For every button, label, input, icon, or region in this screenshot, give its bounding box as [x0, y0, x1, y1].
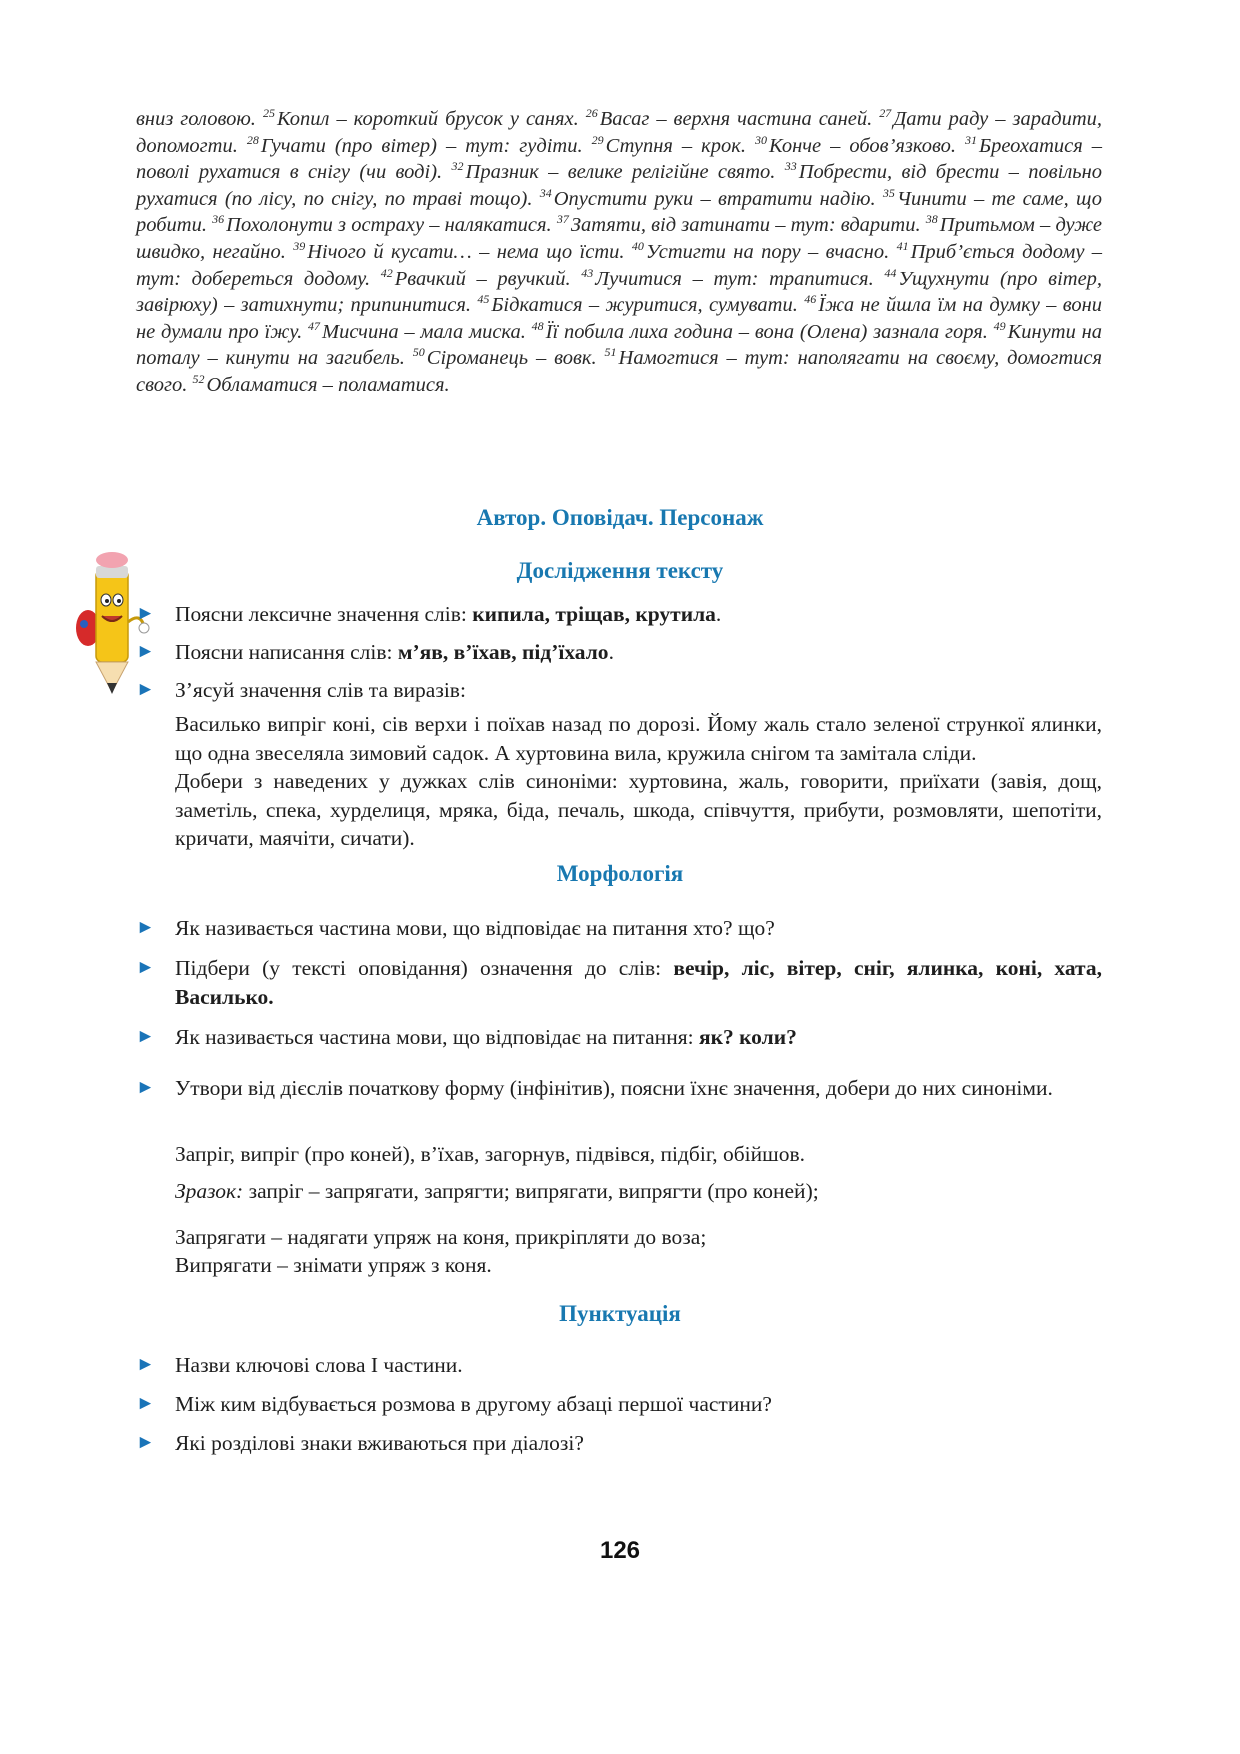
footnote-number: 44	[884, 265, 897, 280]
example-line: Зразок: запріг – запрягати, запрягти; випрягати, випрягти (про коней);	[175, 1179, 819, 1203]
footnote-text: Затяти, від затинати – тут: вдарити.	[570, 214, 921, 237]
footnote-number: 37	[556, 212, 569, 227]
research-task-2: ► Поясни написання слів: м’яв, в’їхав, під’їхало.	[136, 638, 1102, 667]
footnote-text: вниз головою.	[136, 108, 256, 130]
bullet-arrow-icon: ►	[136, 1393, 155, 1414]
footnote-text: Копил – короткий брусок у санях.	[276, 108, 579, 130]
research-heading: Дослідження тексту	[516, 558, 724, 583]
footnote-number: 39	[293, 238, 306, 253]
page-number: 126	[599, 1537, 641, 1564]
footnote-number: 47	[308, 318, 321, 333]
bullet-arrow-icon: ►	[136, 1354, 155, 1375]
footnote-text: Бреохатися – поволі рухатися в снігу (чи воді).	[136, 134, 1103, 184]
footnote-number: 34	[539, 185, 552, 200]
definition-2: Випрягати – знімати упряж з коня.	[175, 1253, 492, 1277]
footnote-text: Нічого й кусати… – нема що їсти.	[307, 240, 625, 263]
footnote-text: Притьмом – дуже швидко, негайно.	[136, 214, 1103, 263]
footnote-text: Лучитися – тут: трапитися.	[595, 267, 874, 290]
footnote-number: 41	[896, 238, 909, 253]
morphology-task-3: ► Як називається частина мови, що відповідає на питання: як? коли?	[136, 1023, 1102, 1052]
footnote-number: 26	[585, 106, 598, 120]
footnote-text: Сіроманець – вовк.	[426, 347, 597, 370]
bullet-arrow-icon: ►	[136, 1432, 155, 1453]
footnote-number: 40	[631, 238, 644, 253]
footnote-text: Приб’ється додому – тут: добереться додому.	[136, 240, 1103, 290]
bullet-arrow-icon: ►	[136, 603, 155, 624]
bullet-arrow-icon: ►	[136, 641, 155, 662]
footnote-number: 29	[591, 132, 604, 147]
footnote-number: 42	[380, 265, 393, 280]
footnote-text: Їжа не йшла їм на думку – вони не думали про їжу.	[136, 294, 1103, 343]
footnote-number: 46	[804, 292, 817, 307]
bullet-arrow-icon: ►	[136, 1077, 155, 1098]
definition-1: Запрягати – надягати упряж на коня, прикріпляти до воза;	[175, 1225, 707, 1249]
footnote-number: 43	[581, 265, 594, 280]
footnote-number: 25	[262, 106, 275, 120]
research-paragraph-1: Василько випріг коні, сів верхи і поїхав назад по дорозі. Йому жаль стало зеленої стрункої ялинки, що одна звеселяла зимовий садок. А хуртовина вила, кружила снігом та замітала сліди.	[175, 712, 1102, 765]
verb-list: Запріг, випріг (про коней), в’їхав, загорнув, підвівся, підбіг, обійшов.	[175, 1142, 805, 1166]
morphology-heading: Морфологія	[556, 861, 684, 886]
footnote-text: Її побила лиха година – вона (Олена) зазнала горя.	[545, 320, 988, 343]
footnote-number: 33	[784, 159, 797, 174]
bullet-arrow-icon: ►	[136, 1026, 155, 1047]
footnote-text: Похолонути з остраху – налякатися.	[226, 214, 552, 237]
footnote-number: 28	[246, 132, 259, 147]
footnote-text: Устигти на пору – вчасно.	[645, 240, 890, 263]
footnote-number: 50	[412, 345, 425, 360]
footnote-number: 32	[451, 159, 464, 174]
footnote-text: Побрести, від брести – повільно рухатися (по лісу, по снігу, по траві тощо).	[136, 161, 1103, 210]
footnote-text: Конче – обов’язково.	[769, 134, 956, 157]
footnote-number: 45	[477, 292, 490, 307]
punctuation-heading: Пунктуація	[559, 1301, 681, 1326]
research-paragraph-2: Добери з наведених у дужках слів синоніми: хуртовина, жаль, говорити, приїхати (завія, дощ, заметіль, спека, хурделиця, мряка, біда, печаль, шкода, співчуття, прибути, розмовляти, шепотіти, кричати, маячіти, сичати).	[175, 769, 1102, 850]
footnote-text: Ступня – крок.	[605, 134, 746, 157]
punctuation-task-3: ► Які розділові знаки вживаються при діалозі?	[136, 1429, 1102, 1458]
footnote-number: 52	[192, 371, 205, 386]
bullet-arrow-icon: ►	[136, 917, 155, 938]
footnote-number: 31	[965, 132, 977, 147]
morphology-task-2: ► Підбери (у тексті оповідання) означення до слів: вечір, ліс, вітер, сніг, ялинка, коні, хата, Василько.	[136, 956, 1103, 1009]
footnote-text: Опустити руки – втратити надію.	[553, 187, 876, 210]
footnote-text: Чинити – те саме, що робити.	[136, 187, 1102, 237]
bullet-arrow-icon: ►	[136, 957, 155, 978]
footnote-text: Гучати (про вітер) – тут: гудіти.	[260, 134, 583, 157]
morphology-task-1: ► Як називається частина мови, що відповідає на питання хто? що?	[136, 914, 1102, 943]
footnote-text: Празник – велике релігійне свято.	[465, 161, 776, 184]
footnote-text: Рвачкий – рвучкий.	[394, 267, 571, 290]
footnote-number: 49	[993, 318, 1006, 333]
footnote-text: Намогтися – тут: наполягати на своєму, домогтися свого.	[136, 347, 1103, 396]
footnote-text: Бідкатися – журитися, сумувати.	[491, 294, 798, 317]
footnote-number: 51	[604, 345, 617, 360]
punctuation-task-1: ► Назви ключові слова І частини.	[136, 1351, 1102, 1380]
footnote-number: 38	[925, 212, 938, 227]
footnote-text: Ущухнути (про вітер, завірюху) – затихнути; припинитися.	[136, 267, 1103, 317]
footnote-text: Васаг – верхня частина саней.	[599, 108, 873, 130]
footnote-text: Дати раду – зарадити, допомогти.	[136, 108, 1103, 157]
footnote-text: Мисчина – мала миска.	[322, 320, 526, 343]
footnote-number: 36	[212, 212, 225, 227]
footnote-number: 30	[755, 132, 767, 147]
footnotes-block	[136, 106, 1102, 399]
footnote-number: 48	[531, 318, 544, 333]
morphology-task-4: ► Утвори від дієслів початкову форму (інфінітив), поясни їхнє значення, добери до них синоніми.	[136, 1074, 1102, 1103]
section-title: Автор. Оповідач. Персонаж	[476, 505, 764, 530]
footnote-text: Обламатися – поламатися.	[206, 373, 450, 396]
bullet-arrow-icon: ►	[136, 679, 155, 700]
footnote-number: 27	[879, 106, 892, 120]
footnote-number: 35	[882, 185, 895, 200]
research-task-1: ► Поясни лексичне значення слів: кипила, тріщав, крутила.	[136, 600, 1102, 629]
research-task-3: ► З’ясуй значення слів та виразів:	[136, 676, 1102, 705]
footnote-text: Кинути на поталу – кинути на загибель.	[136, 320, 1103, 370]
punctuation-task-2: ► Між ким відбувається розмова в другому абзаці першої частини?	[136, 1390, 1102, 1419]
